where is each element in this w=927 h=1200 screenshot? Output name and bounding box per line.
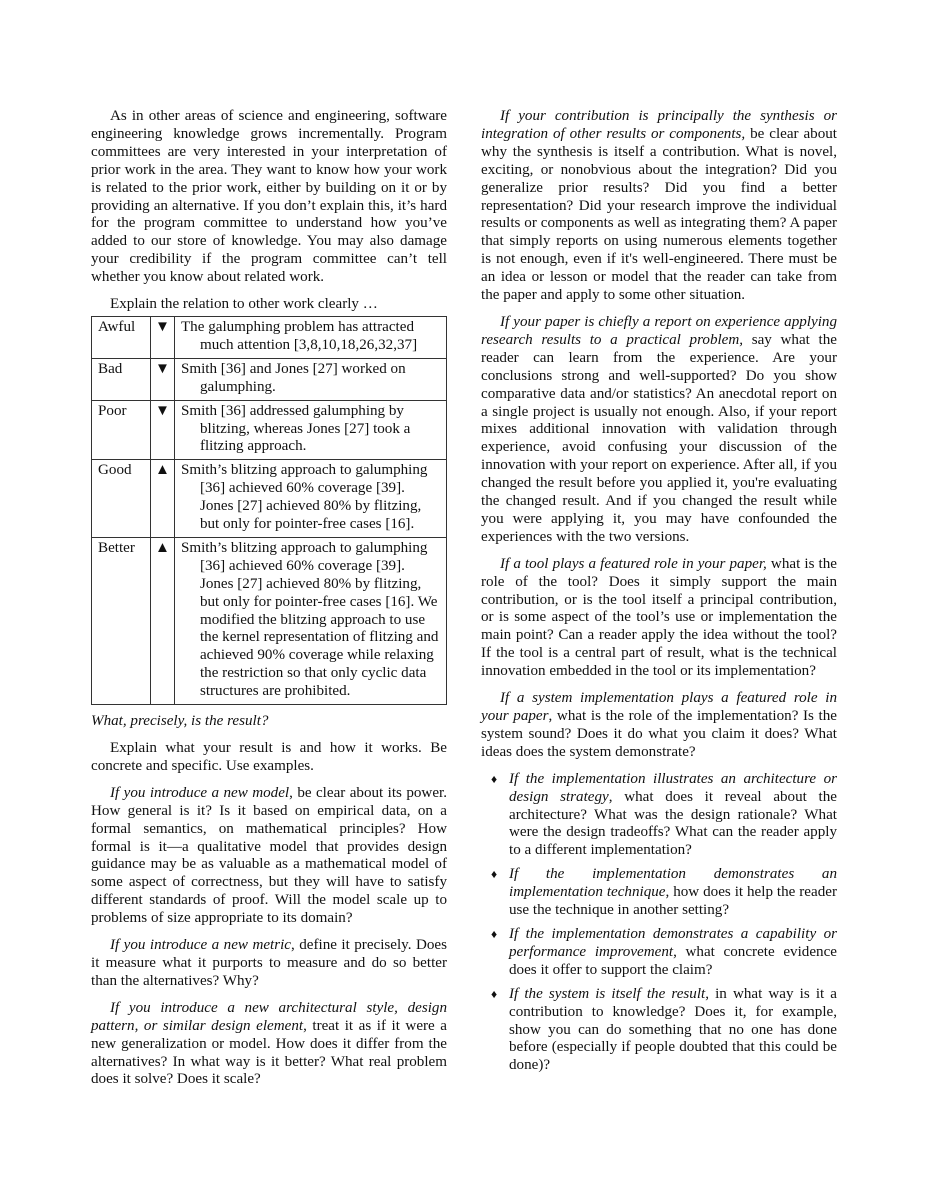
bullet-lead: If the implementation demonstrates an implementation technique — [509, 866, 837, 901]
table-row — [92, 316, 447, 358]
metric-paragraph — [91, 937, 447, 991]
metric-body: , define it precisely. Does it measure what it purports to measure and do so better than the alternatives? Why? — [91, 937, 447, 989]
tool-body: what is the role of the tool? Does it simply support the main contribution, or is the tool itself a principal contribution, or is some aspect of the tool’s use or implementation the main point? Can a reader apply the idea without the tool? If the tool is a central part of result, what is the technical innovation embedded in the tool or its implementation? — [481, 555, 837, 680]
system-body: , what is the role of the implementation? Is the system sound? Does it do what you claim it does? What ideas does the system demonstrate? — [481, 708, 837, 760]
up-arrow-icon: ▲ — [151, 460, 175, 538]
up-arrow-icon: ▲ — [151, 537, 175, 704]
example-text: Smith [36] addressed galumphing by blitzing, whereas Jones [27] took a flitzing approach. — [180, 402, 411, 455]
synthesis-body: be clear about why the synthesis is itself a contribution. What is novel, exciting, or nonobvious about the integration? Did you generalize prior results? Did you find a better representation? Did your research improve the individual results or components as well as integrating them? A paper that simply reports on using numerous elements together is not enough, even if it's well-engineered. There must be an idea or lesson or model that the reader can take from the paper and apply to some other situation. — [481, 125, 837, 304]
down-arrow-icon: ▼ — [151, 400, 175, 460]
rating-label: Good — [92, 460, 151, 538]
table-row — [92, 358, 447, 400]
list-item — [481, 986, 837, 1076]
example-text: The galumphing problem has attracted much attention [3,8,10,18,26,32,37] — [180, 318, 418, 353]
synthesis-paragraph — [481, 108, 837, 305]
model-paragraph — [91, 785, 447, 928]
diamond-bullet-icon: ♦ — [491, 771, 498, 786]
list-item — [481, 866, 837, 920]
example-text: Smith [36] and Jones [27] worked on galumphing. — [180, 360, 406, 395]
bullet-lead: If the implementation illustrates an architecture or design strategy — [509, 770, 837, 805]
left-column — [91, 108, 447, 1098]
experience-paragraph — [481, 314, 837, 547]
bullet-lead: If the system is itself the result — [509, 985, 706, 1002]
bullet-body: , what concrete evidence does it offer to support the claim? — [509, 943, 837, 978]
bullet-body: , what does it reveal about the architecture? What was the design rationale? What were the design tradeoffs? What can the reader apply to a different implementation? — [509, 788, 837, 859]
tool-paragraph — [481, 556, 837, 681]
table-row — [92, 460, 447, 538]
implementation-bullet-list — [481, 771, 837, 1076]
list-item — [481, 771, 837, 861]
tool-lead: If a tool plays a featured role in your paper, — [500, 555, 767, 572]
rating-label: Poor — [92, 400, 151, 460]
relation-examples-table — [91, 316, 447, 705]
system-paragraph — [481, 690, 837, 762]
synthesis-lead: If your contribution is principally the synthesis or integration of other results or components, — [481, 108, 837, 142]
metric-lead: If you introduce a new metric — [110, 937, 291, 954]
bullet-body: , in what way is it a contribution to knowledge? Does it, for example, show you can do something that no one has done before (especially if people doubted that this could be done)? — [509, 985, 838, 1074]
architecture-lead: If you introduce a new architectural style, design pattern, or similar design element — [91, 999, 447, 1034]
model-body: , be clear about its power. How general is it? Is it based on empirical data, on a formal semantics, on mathematical principles? How formal is it—a qualitative model that provides design guidance may be as valuable as a mathematical model of some aspect of correctness, but they will have to satisfy different standards of proof. Will the model scale up to problems of size appropriate to its domain? — [91, 784, 447, 927]
diamond-bullet-icon: ♦ — [491, 867, 498, 882]
example-text: Smith’s blitzing approach to galumphing [36] achieved 60% coverage [39]. Jones [27] achieved 80% by flitzing, but only for pointer-free cases [16]. We modified the blitzing approach to use the kernel representation of flitzing and achieved 90% coverage while relaxing the restriction so that only cyclic data structures are prohibited. — [180, 539, 439, 700]
diamond-bullet-icon: ♦ — [491, 926, 498, 941]
down-arrow-icon: ▼ — [151, 316, 175, 358]
architecture-body: , treat it as if it were a new generalization or model. How does it differ from the alternatives? In what way is it better? What real problem does it solve? Does it scale? — [91, 1017, 447, 1088]
architecture-paragraph — [91, 1000, 447, 1090]
result-paragraph: Explain what your result is and how it works. Be concrete and specific. Use examples. — [91, 740, 447, 774]
bullet-body: , how does it help the reader use the technique in another setting? — [509, 884, 837, 919]
bullet-lead: If the implementation demonstrates a capability or performance improvement — [509, 925, 837, 960]
list-item — [481, 926, 837, 980]
diamond-bullet-icon: ♦ — [491, 986, 498, 1001]
table-caption: Explain the relation to other work clearly … — [110, 296, 378, 313]
rating-label: Awful — [92, 316, 151, 358]
rating-label: Bad — [92, 358, 151, 400]
experience-lead: If your paper is chiefly a report on experience applying research results to a practical problem, — [481, 313, 837, 348]
system-lead: If a system implementation plays a featured role in your paper — [481, 690, 837, 724]
experience-body: say what the reader can learn from the experience. Are your conclusions strong and well-supported? Do you show comparative data and/or statistics? An anecdotal report on a single project is usually not enough. Also, if your report mixes additional innovation with validation through experience, avoid confusing your discussion of the innovation with your report on experience. After all, if you changed the result before you applied it, you're evaluating the changed result. And if you changed the result while you were applying it, you may have confounded the experiences with the two versions. — [481, 331, 837, 545]
down-arrow-icon: ▼ — [151, 358, 175, 400]
table-row — [92, 537, 447, 704]
right-column — [481, 108, 837, 1081]
intro-paragraph: As in other areas of science and engineering, software engineering knowledge grows incrementally. Program committees are very interested in your interpretation of prior work in the area. They want to know how your work is related to the prior work, either by building on it or by providing an alternative. If you don’t explain this, it’s hard for the program committee to understand how you’ve added to our store of knowledge. You may also damage your credibility if the program committee can’t tell whether you know about related work. — [91, 108, 447, 286]
rating-label: Better — [92, 537, 151, 704]
model-lead: If you introduce a new model — [110, 784, 290, 801]
table-row — [92, 400, 447, 460]
example-text: Smith’s blitzing approach to galumphing [36] achieved 60% coverage [39]. Jones [27] achieved 80% by flitzing, but only for pointer-free cases [16]. — [180, 462, 428, 533]
section-subheading: What, precisely, is the result? — [91, 713, 269, 730]
